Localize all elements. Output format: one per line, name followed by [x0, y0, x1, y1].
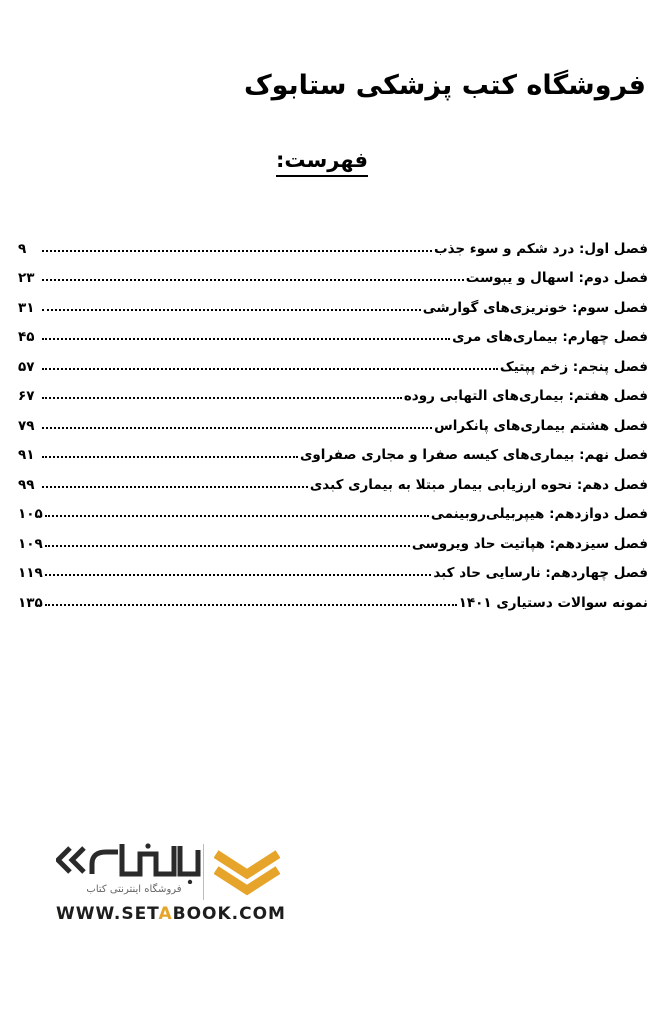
toc-entry-page: ۹۱ — [18, 447, 35, 463]
toc-entry-page: ۱۳۵ — [18, 594, 43, 611]
toc-entry-page: ۲۳ — [18, 270, 35, 286]
toc-entry — [18, 522, 648, 552]
toc-entry — [18, 345, 648, 375]
setabook-watermark — [56, 840, 286, 940]
toc-entry-title: فصل دهم: نحوه ارزیابی بیمار مبتلا به بیماری کبدی — [309, 476, 648, 493]
toc-dot-leader — [42, 309, 421, 311]
toc-entry — [18, 581, 648, 611]
toc-entry-page: ۳۱ — [18, 299, 35, 316]
toc-entry-title: نمونه سوالات دستیاری ۱۴۰۱ — [458, 594, 648, 611]
toc-entry — [18, 404, 648, 434]
toc-entry-title: فصل هشتم بیماری‌های پانکراس — [434, 417, 648, 434]
toc-entry — [18, 434, 648, 464]
toc-dot-leader — [42, 456, 298, 458]
toc-entry-page: ۶۷ — [18, 388, 35, 404]
store-title: فروشگاه کتب پزشکی ستابوک — [243, 70, 646, 101]
logo-divider — [203, 844, 204, 900]
toc-entry-title: فصل چهاردهم: نارسایی حاد کبد — [433, 565, 648, 581]
chevron-emblem-icon — [214, 848, 280, 896]
toc-entry-page: ۴۵ — [18, 329, 35, 345]
toc-dot-leader — [42, 250, 432, 252]
toc-entry-page: ۱۰۹ — [18, 535, 43, 552]
toc-dot-leader — [42, 397, 402, 399]
toc-entry-title: فصل اول: درد شکم و سوء جذب — [434, 240, 648, 257]
toc-entry — [18, 227, 648, 257]
toc-entry-page: ۱۱۹ — [18, 565, 43, 581]
toc-dot-leader — [42, 427, 432, 429]
toc-entry-page: ۵۷ — [18, 358, 35, 375]
toc-entry — [18, 552, 648, 582]
toc-entry — [18, 493, 648, 523]
url-accent-letter: A — [158, 904, 173, 924]
setabook-wordmark-logo — [56, 840, 202, 884]
toc-dot-leader — [45, 545, 410, 547]
toc-entry-title: فصل سوم: خونریزی‌های گوارشی — [422, 299, 648, 316]
toc-entry — [18, 286, 648, 316]
toc-entry — [18, 463, 648, 493]
toc-dot-leader — [42, 338, 450, 340]
toc-dot-leader — [42, 279, 464, 281]
toc-entry — [18, 257, 648, 287]
toc-entry — [18, 375, 648, 405]
website-url — [56, 904, 286, 924]
toc-entry-title: فصل پنجم: زخم پپتیک — [499, 358, 648, 375]
toc-dot-leader — [45, 604, 457, 606]
toc-entry-page: ۷۹ — [18, 417, 35, 434]
toc-entry-title: فصل دوم: اسهال و یبوست — [465, 270, 648, 286]
toc-entry — [18, 316, 648, 346]
toc-dot-leader — [45, 515, 429, 517]
toc-heading: فهرست: — [276, 146, 368, 177]
toc-entry-title: فصل دوازدهم: هیپربیلی‌روبینمی — [430, 506, 648, 522]
toc-entry-page: ۹ — [18, 240, 27, 257]
toc-dot-leader — [42, 368, 498, 370]
url-part-2: BOOK.COM — [172, 904, 286, 924]
toc-entry-title: فصل نهم: بیماری‌های کیسه صفرا و مجاری صفراوی — [299, 447, 648, 463]
toc-entry-title: فصل هفتم: بیماری‌های التهابی روده — [403, 388, 648, 404]
toc-entry-page: ۱۰۵ — [18, 506, 43, 522]
logo-tagline: فروشگاه اینترنتی کتاب — [86, 884, 182, 895]
toc-entry-title: فصل چهارم: بیماری‌های مری — [452, 329, 648, 345]
url-part-1: WWW.SET — [56, 904, 159, 924]
toc-dot-leader — [45, 574, 432, 576]
toc-dot-leader — [42, 486, 308, 488]
table-of-contents — [18, 227, 648, 611]
toc-entry-title: فصل سیزدهم: هپاتیت حاد ویروسی — [411, 535, 648, 552]
toc-entry-page: ۹۹ — [18, 476, 35, 493]
